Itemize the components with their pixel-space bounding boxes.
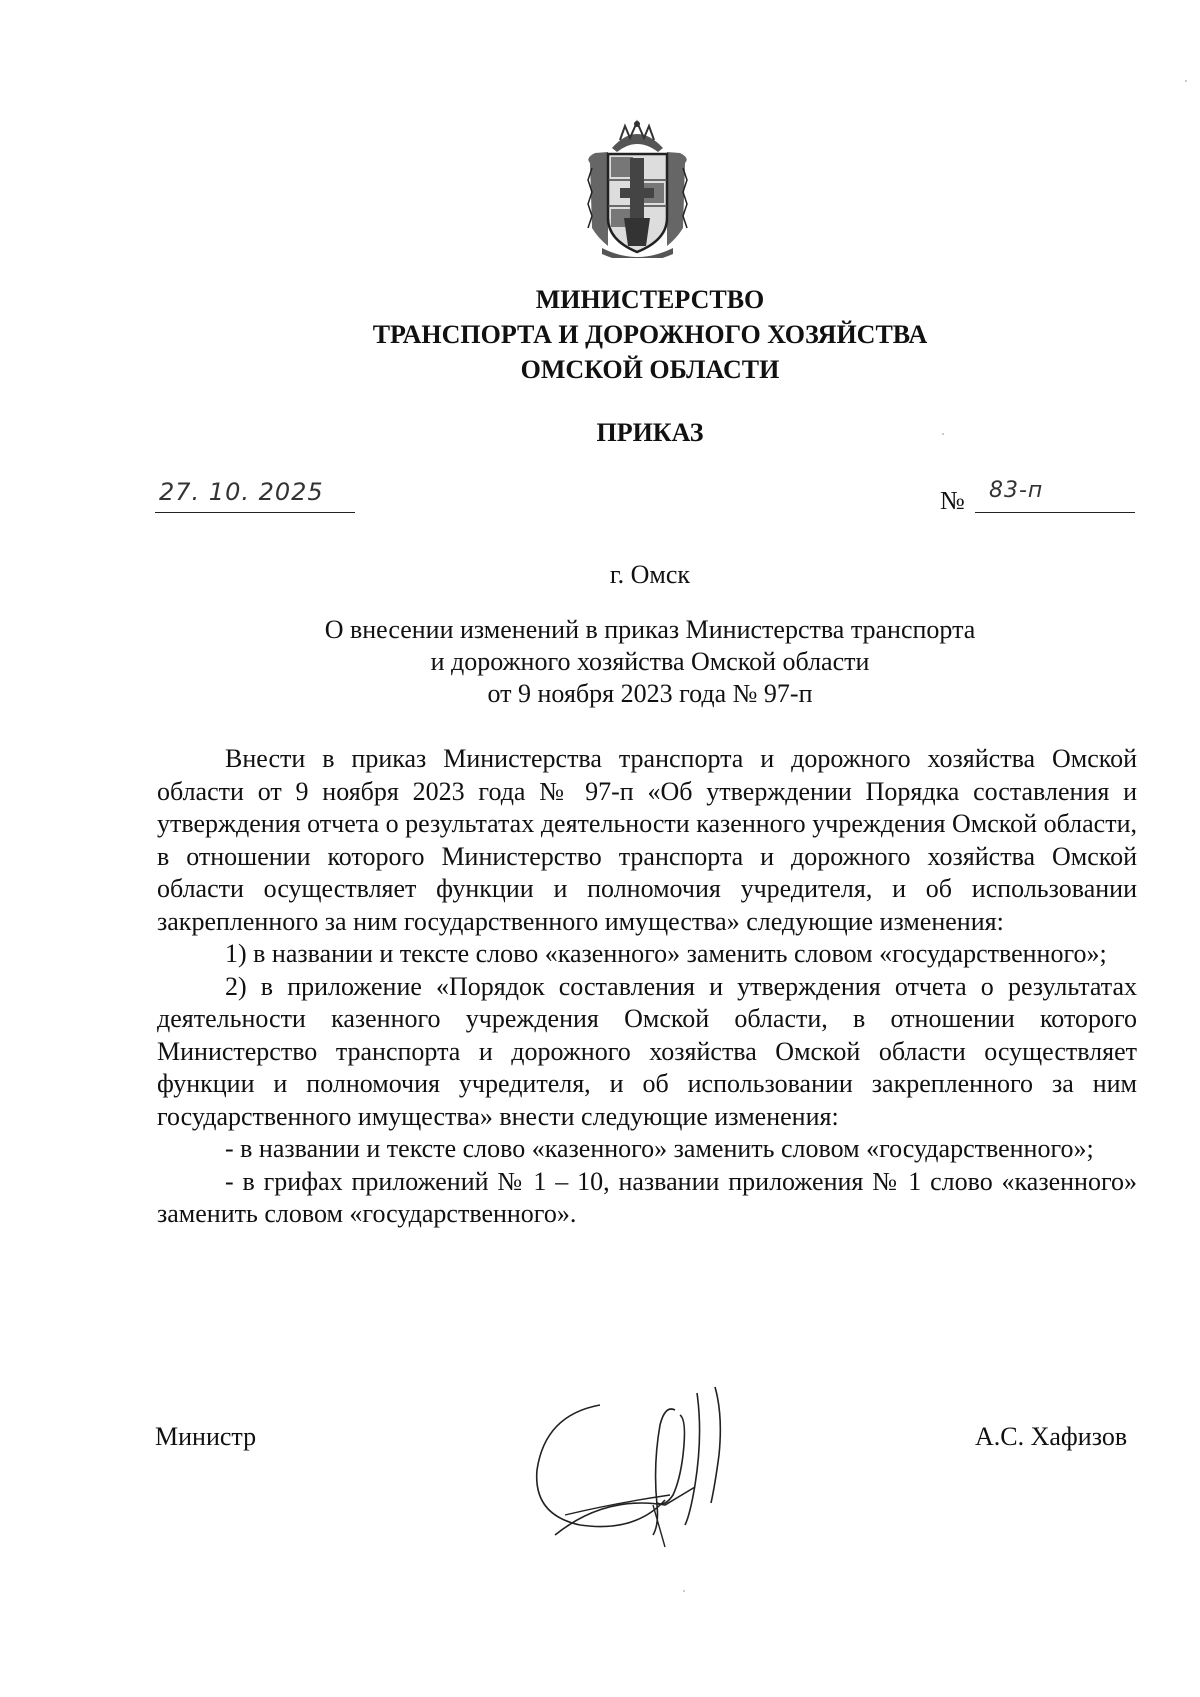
scan-speck [1185, 80, 1187, 82]
subject-line-3: от 9 ноября 2023 года № 97-п [487, 679, 813, 708]
subject-line-1: О внесении изменений в приказ Министерства транспорта [324, 615, 976, 644]
number-field [975, 478, 1135, 513]
handwritten-signature-icon [525, 1375, 775, 1555]
scan-speck [683, 1590, 685, 1592]
document-type: ПРИКАЗ [596, 418, 704, 447]
date-field [155, 478, 355, 513]
organization-name [0, 282, 1200, 387]
body-subitem-2: - в грифах приложений № 1 – 10, названии приложения № 1 слово «казенного» заменить словом «государственного». [157, 1166, 1137, 1228]
org-line-3: ОМСКОЙ ОБЛАСТИ [520, 355, 780, 384]
city: г. Омск [609, 560, 691, 589]
body-subitem-1: - в названии и тексте слово «казенного» заменить словом «государственного»; [225, 1134, 1094, 1163]
signer-title: Министр [155, 1422, 257, 1451]
body-item-1: 1) в названии и тексте слово «казенного» заменить словом «государственного»; [225, 939, 1107, 968]
subject-line-2: и дорожного хозяйства Омской области [430, 647, 870, 676]
signer-name: А.С. Хафизов [975, 1422, 1128, 1451]
body-intro: Внести в приказ Министерства транспорта и дорожного хозяйства Омской области от 9 ноября 2023 года № 97-п «Об утверждении Порядка составления и утверждения отчета о результатах деятельности казенного учреждения Омской области, в отношении которого Министерство транспорта и дорожного хозяйства Омской области осуществляет функции и полномочия учредителя, и об использовании закрепленного за ним государственного имущества» следующие изменения: [157, 744, 1137, 936]
body-item-2: 2) в приложение «Порядок составления и утверждения отчета о результатах деятельности казенного учреждения Омской области, в отношении которого Министерство транспорта и дорожного хозяйства Омской области осуществляет функции и полномочия учредителя, и об использовании закрепленного за ним государственного имущества» внести следующие изменения: [157, 971, 1137, 1131]
handwritten-date: 27. 10. 2025 [159, 478, 324, 506]
document-body [157, 743, 1137, 1231]
org-line-1: МИНИСТЕРСТВО [535, 285, 765, 314]
document-subject [0, 614, 1200, 710]
scan-speck [942, 433, 944, 435]
org-line-2: ТРАНСПОРТА И ДОРОЖНОГО ХОЗЯЙСТВА [372, 320, 928, 349]
omsk-coat-of-arms-icon [580, 118, 695, 258]
number-label: № [940, 486, 965, 515]
handwritten-number: 83-п [989, 478, 1044, 503]
